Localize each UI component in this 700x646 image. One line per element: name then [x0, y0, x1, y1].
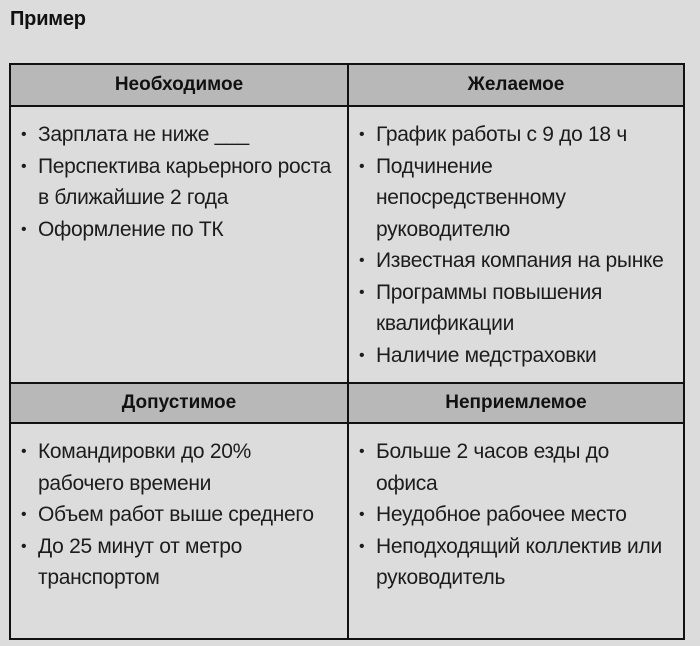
- bullet-icon: •: [359, 506, 365, 523]
- list-item: [357, 436, 673, 499]
- list-item: [357, 340, 673, 372]
- list-item-text: Подчинение непосредственному руководителю: [376, 154, 566, 241]
- list-item-text: Зарплата не ниже ___: [38, 123, 249, 146]
- list-item-text: Неудобное рабочее место: [376, 503, 627, 526]
- bullet-icon: •: [21, 537, 27, 555]
- list-acceptable: [19, 436, 337, 594]
- bullet-icon: •: [359, 126, 365, 143]
- list-item-text: Объем работ выше среднего: [38, 503, 314, 526]
- requirements-table: [9, 63, 685, 640]
- list-item-text: Перспектива карьерного роста в ближайшие 2 года: [38, 154, 332, 209]
- bullet-icon: •: [21, 126, 27, 143]
- bullet-icon: •: [21, 220, 27, 238]
- bullet-icon: •: [359, 346, 365, 364]
- list-item: [357, 245, 673, 277]
- list-item: [19, 119, 337, 151]
- header-unacceptable: Неприемлемое: [347, 382, 683, 424]
- list-item: [357, 151, 673, 246]
- list-item-text: До 25 минут от метро транспортом: [38, 534, 242, 589]
- list-item: [19, 151, 337, 214]
- cell-required: [11, 107, 347, 382]
- bullet-icon: •: [21, 443, 27, 460]
- list-item: [357, 119, 673, 151]
- list-item-text: Известная компания на рынке: [376, 249, 664, 272]
- list-item: [357, 499, 673, 531]
- list-item-text: Программы повышения квалификации: [376, 280, 603, 335]
- list-unacceptable: [357, 436, 673, 594]
- header-required: Необходимое: [11, 65, 347, 107]
- bullet-icon: •: [359, 443, 365, 460]
- list-item: [19, 214, 337, 246]
- bullet-icon: •: [21, 506, 27, 523]
- list-item: [19, 436, 337, 499]
- list-item-text: Больше 2 часов езды до офиса: [376, 440, 609, 495]
- list-item-text: Наличие медстраховки: [376, 343, 597, 367]
- list-item-text: Неподходящий коллектив или руководитель: [376, 534, 662, 589]
- list-item: [357, 277, 673, 340]
- header-desired: Желаемое: [347, 65, 683, 107]
- list-item-text: Командировки до 20% рабочего времени: [38, 440, 251, 495]
- list-item-text: График работы с 9 до 18 ч: [376, 123, 627, 146]
- list-item: [19, 499, 337, 531]
- cell-unacceptable: [347, 424, 683, 638]
- list-item: [19, 531, 337, 594]
- list-required: [19, 119, 337, 245]
- bullet-icon: •: [359, 537, 365, 555]
- cell-acceptable: [11, 424, 347, 638]
- bullet-icon: •: [359, 283, 365, 301]
- bullet-icon: •: [21, 157, 27, 175]
- list-desired: [357, 119, 673, 371]
- bullet-icon: •: [359, 157, 365, 175]
- bullet-icon: •: [359, 252, 365, 269]
- cell-desired: [347, 107, 683, 382]
- header-acceptable: Допустимое: [11, 382, 347, 424]
- list-item: [357, 531, 673, 594]
- page-title: Пример: [10, 8, 86, 30]
- list-item-text: Оформление по ТК: [38, 217, 224, 241]
